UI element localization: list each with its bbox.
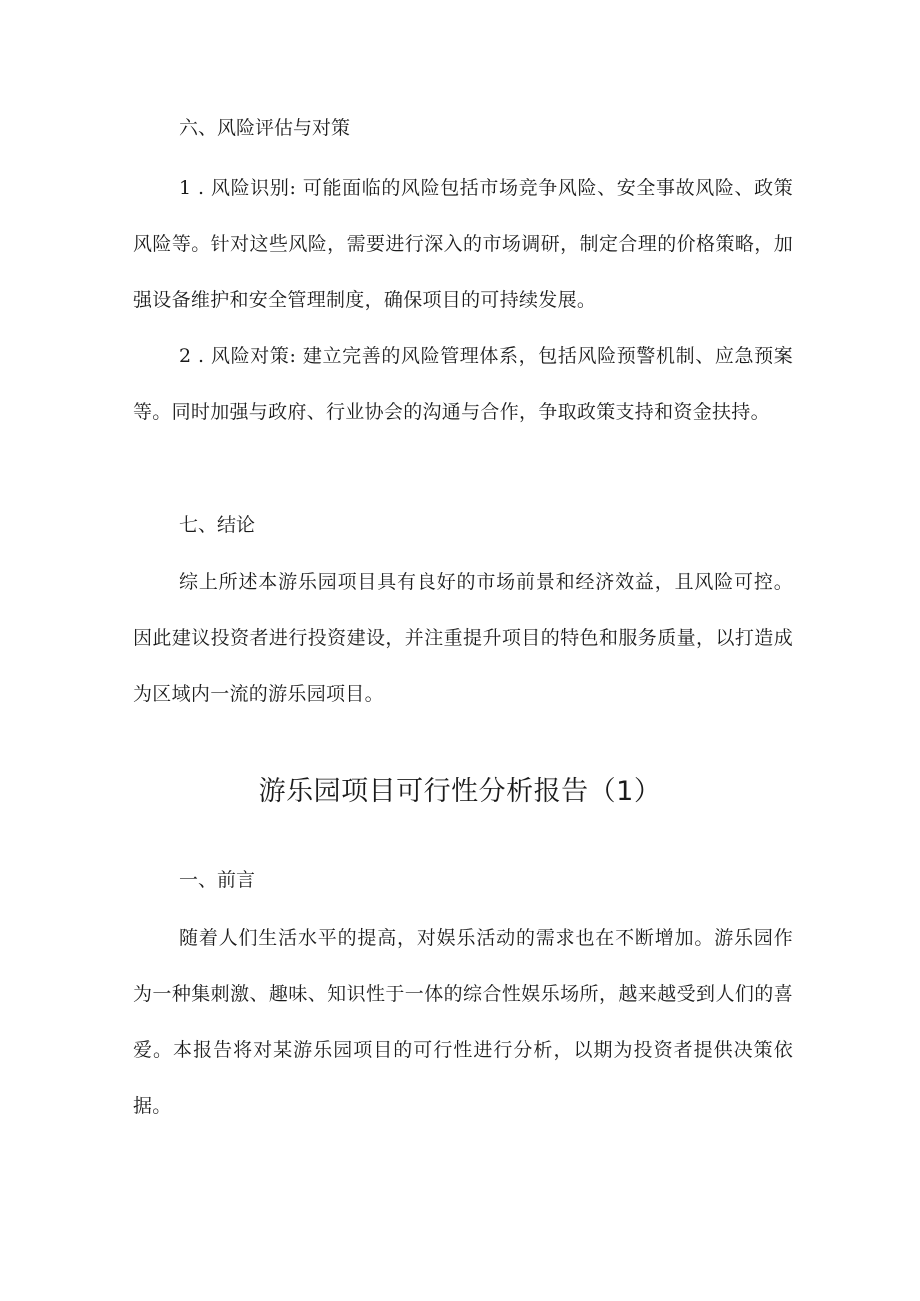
section-6-heading: 六、风险评估与对策	[179, 117, 351, 139]
risk-countermeasures-paragraph: 2 . 风险对策: 建立完善的风险管理体系，包括风险预警机制、应急预案等。同时加强与政府、行业协会的沟通与合作，争取政策支持和资金扶持。	[133, 345, 793, 423]
report-title: 游乐园项目可行性分析报告（1）	[258, 776, 662, 807]
preface-paragraph: 随着人们生活水平的提高，对娱乐活动的需求也在不断增加。游乐园作为一种集刺激、趣味、知识性于一体的综合性娱乐场所，越来越受到人们的喜爱。本报告将对某游乐园项目的可行性进行分析，以期为投资者提供决策依据。	[133, 927, 793, 1117]
conclusion-paragraph: 综上所述本游乐园项目具有良好的市场前景和经济效益，且风险可控。因此建议投资者进行投资建设，并注重提升项目的特色和服务质量，以打造成为区域内一流的游乐园项目。	[133, 571, 793, 705]
section-7-heading: 七、结论	[179, 514, 256, 536]
section-1-heading: 一、前言	[179, 869, 256, 891]
risk-identification-paragraph: 1 . 风险识别: 可能面临的风险包括市场竞争风险、安全事故风险、政策风险等。针对这些风险，需要进行深入的市场调研，制定合理的价格策略，加强设备维护和安全管理制度，确保项目的可持续发展。	[133, 177, 793, 311]
